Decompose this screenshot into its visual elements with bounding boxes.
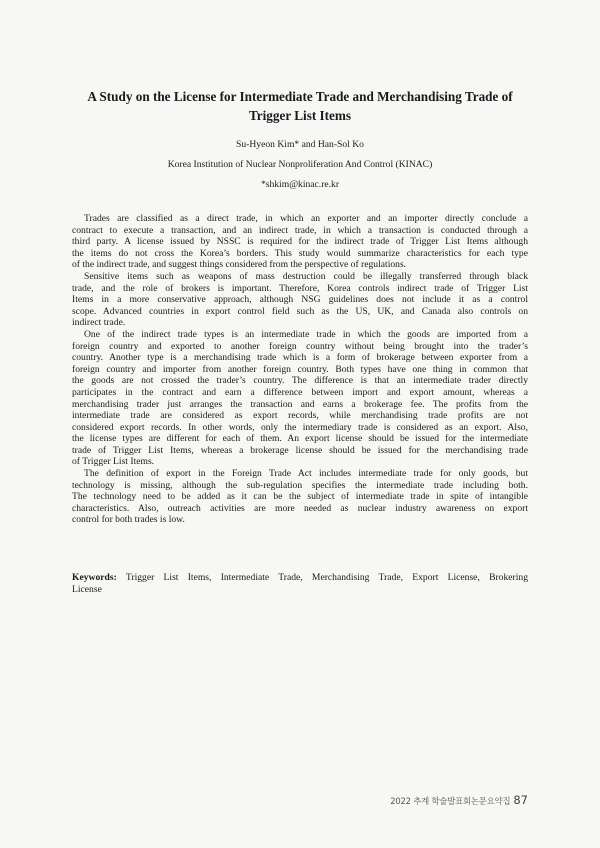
abstract-line: of Trigger List Items. xyxy=(72,456,155,468)
abstract-body xyxy=(72,213,528,526)
abstract-line: the license types are different for each of them. An export license should be issued for the intermediate xyxy=(72,433,528,445)
abstract-line: Trades are classified as a direct trade, in which an exporter and an importer directly conclude a xyxy=(84,213,528,224)
abstract-line: The definition of export in the Foreign Trade Act includes intermediate trade for only goods, but xyxy=(84,468,528,480)
abstract-line: merchandising trader just arranges the transaction and earns a brokerage fee. The profits from the xyxy=(72,398,528,410)
abstract-line: trade of Trigger List Items, whereas a brokerage license should be issued for the merchandising trade xyxy=(72,444,528,456)
abstract-line: characteristics. Also, outreach activities are more needed as nuclear industry awareness on export xyxy=(72,502,528,514)
keywords-section xyxy=(72,572,528,595)
abstract-line: Sensitive items such as weapons of mass destruction could be illegally transferred through black xyxy=(84,270,528,282)
affiliation: Korea Institution of Nuclear Nonproliferation And Control (KINAC) xyxy=(167,159,433,170)
abstract-line: considered export records. In other words, only the intermediary trade is considered as an export. Also, xyxy=(72,421,528,433)
abstract-line: control for both trades is low. xyxy=(72,514,185,526)
abstract-line: indirect trade. xyxy=(72,317,126,329)
authors: Su-Hyeon Kim* and Han-Sol Ko xyxy=(236,139,364,150)
abstract-line: third party. A license issued by NSSC is required for the indirect trade of Trigger List Items although xyxy=(72,236,528,248)
keywords-line-2: License xyxy=(72,583,102,595)
abstract-line: intermediate trade are considered as export records, while merchandising trade profits are not xyxy=(72,410,528,422)
abstract-line: scope. Advanced countries in export control field such as the US, UK, and Canada also controls on xyxy=(72,305,528,317)
abstract-line: participates in the contract and earn a difference between import and export amount, whereas a xyxy=(72,386,528,398)
abstract-line: foreign country and exported to another foreign country without being brought into the trader’s xyxy=(72,340,528,352)
abstract-line: country. Another type is a merchandising trade which is a form of brokerage between exporter from a xyxy=(72,352,528,364)
abstract-line: Items in a more conservative approach, although NSG guidelines does not include it as a control xyxy=(72,294,528,306)
page-footer xyxy=(390,789,528,808)
abstract-line: the goods are not crossed the trader’s country. The difference is that an intermediate trader directly xyxy=(72,375,528,387)
keywords-text: Trigger List Items, Intermediate Trade, Merchandising Trade, Export License, Brokering xyxy=(125,572,528,583)
abstract-line: The technology need to be added as it can be the subject of intermediate trade in spite of intangible xyxy=(72,491,528,503)
title-line: A Study on the License for Intermediate Trade and Merchandising Trade of xyxy=(87,89,513,104)
author-email: *shkim@kinac.re.kr xyxy=(260,179,340,190)
abstract-line: trade, and the role of brokers is important. Therefore, Korea controls indirect trade of Trigger List xyxy=(72,282,528,294)
keywords-label: Keywords: xyxy=(72,572,117,583)
abstract-line: technology is missing, although the sub-regulation specifies the intermediate trade including both. xyxy=(72,479,528,491)
abstract-line: foreign country and importer from another foreign country. Both types have one thing in common that xyxy=(72,363,528,375)
abstract-line: the items do not cross the Korea’s borders. This study would summarize characteristics for each type xyxy=(72,247,528,259)
page-number: 87 xyxy=(513,793,528,807)
title-line: Trigger List Items xyxy=(248,108,352,123)
keywords-line-1 xyxy=(72,572,528,584)
paper-title xyxy=(70,87,530,125)
abstract-line: contract to execute a transaction, and an indirect trade, in which a transaction is conducted through a xyxy=(72,224,528,236)
abstract-line: One of the indirect trade types is an intermediate trade in which the goods are imported from a xyxy=(84,328,528,340)
running-head: 2022 추계 학술발표회논문요약집 xyxy=(390,796,511,806)
abstract-line: of the indirect trade, and suggest things considered from the perspective of regulations. xyxy=(72,259,407,271)
